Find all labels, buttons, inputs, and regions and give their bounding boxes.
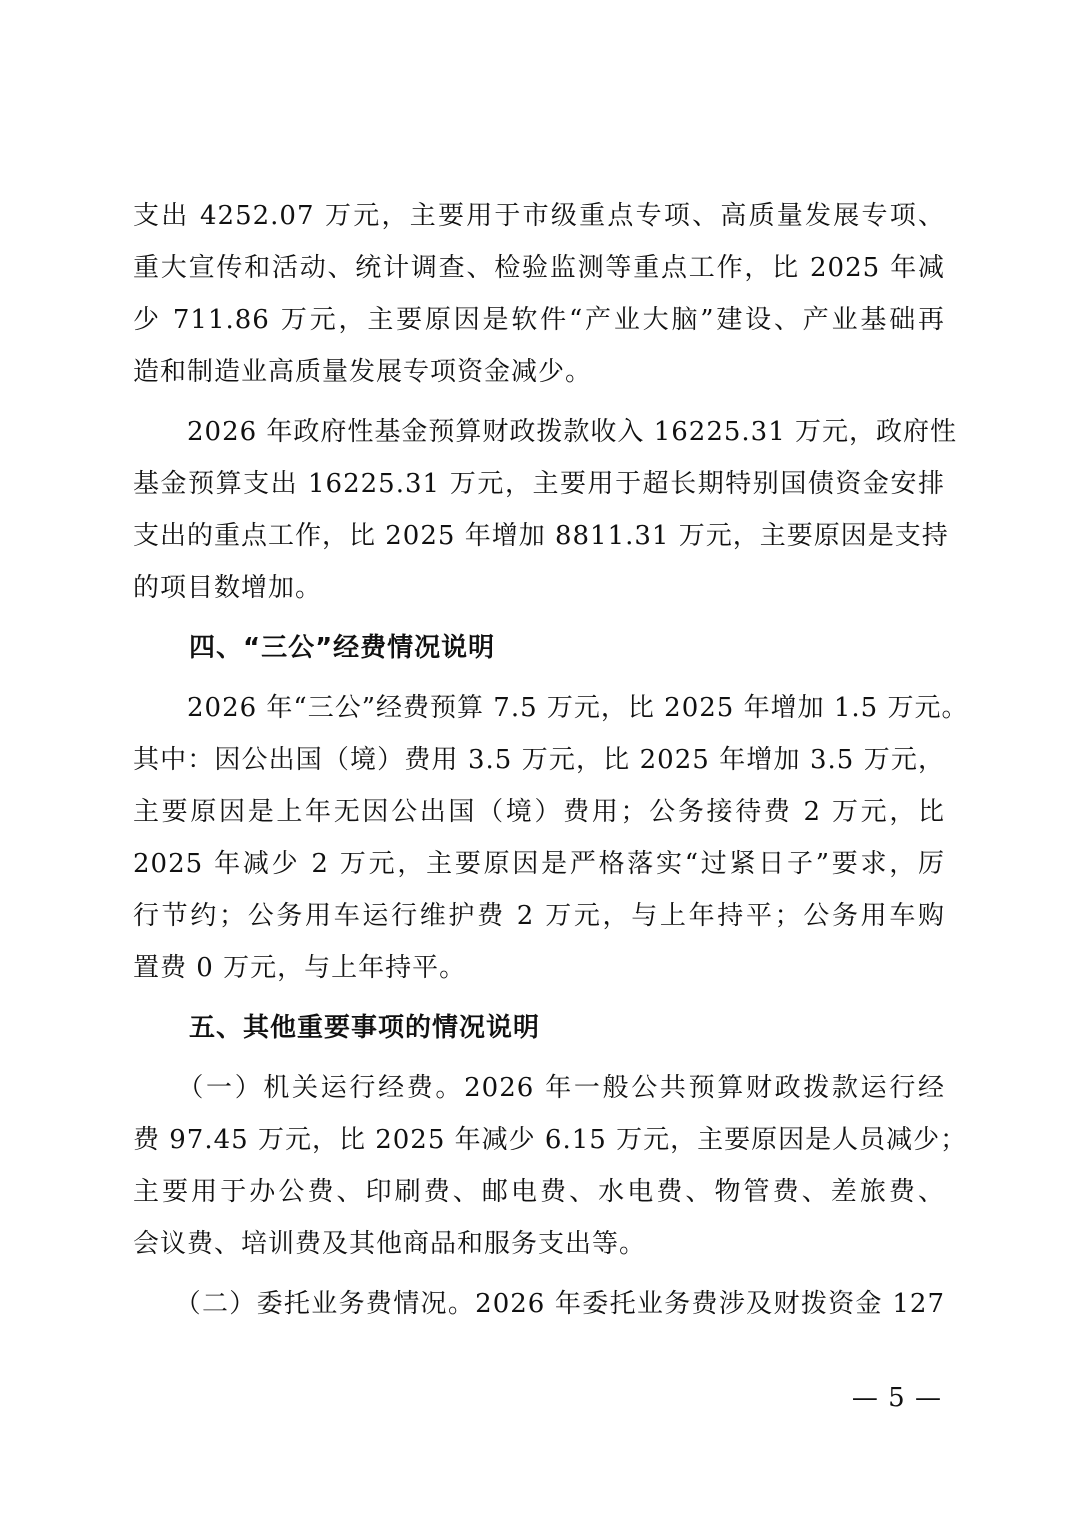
section-heading-three-public-expenses: 四、“三公”经费情况说明 bbox=[189, 633, 496, 663]
text-line: 会议费、培训费及其他商品和服务支出等。 bbox=[133, 1229, 647, 1259]
text-line: 2026 年“三公”经费预算 7.5 万元，比 2025 年增加 1.5 万元。 bbox=[133, 693, 969, 723]
text-line: 其中：因公出国（境）费用 3.5 万元，比 2025 年增加 3.5 万元， bbox=[133, 745, 945, 775]
text-line: 主要原因是上年无因公出国（境）费用；公务接待费 2 万元，比 bbox=[133, 797, 945, 827]
text-line: 造和制造业高质量发展专项资金减少。 bbox=[133, 357, 593, 387]
paragraph-government-fund bbox=[133, 406, 958, 614]
text-line: 基金预算支出 16225.31 万元，主要用于超长期特别国债资金安排 bbox=[133, 469, 945, 499]
text-line: 2025 年减少 2 万元，主要原因是严格落实“过紧日子”要求，厉 bbox=[133, 849, 945, 879]
page-number: — 5 — bbox=[851, 1383, 942, 1413]
paragraph-general-budget-continued bbox=[133, 190, 945, 398]
section-heading-other-matters: 五、其他重要事项的情况说明 bbox=[189, 1013, 541, 1043]
paragraph-commissioned-business bbox=[133, 1278, 945, 1330]
paragraph-three-public-expenses bbox=[133, 682, 969, 994]
text-line: （二）委托业务费情况。2026 年委托业务费涉及财拨资金 127 bbox=[133, 1289, 945, 1319]
document-body bbox=[133, 190, 969, 1330]
text-line: 主要用于办公费、印刷费、邮电费、水电费、物管费、差旅费、 bbox=[133, 1177, 945, 1207]
text-line: 行节约；公务用车运行维护费 2 万元，与上年持平；公务用车购 bbox=[133, 901, 945, 931]
text-line: （一）机关运行经费。2026 年一般公共预算财政拨款运行经 bbox=[133, 1073, 945, 1103]
text-line: 支出的重点工作，比 2025 年增加 8811.31 万元，主要原因是支持 bbox=[133, 521, 949, 551]
text-line: 少 711.86 万元，主要原因是软件“产业大脑”建设、产业基础再 bbox=[133, 305, 945, 335]
text-line: 重大宣传和活动、统计调查、检验监测等重点工作，比 2025 年减 bbox=[133, 253, 945, 283]
paragraph-operating-expenses bbox=[133, 1062, 968, 1270]
text-line: 2026 年政府性基金预算财政拨款收入 16225.31 万元，政府性 bbox=[133, 417, 958, 447]
text-line: 的项目数增加。 bbox=[133, 573, 323, 603]
text-line: 置费 0 万元，与上年持平。 bbox=[133, 953, 467, 983]
text-line: 支出 4252.07 万元，主要用于市级重点专项、高质量发展专项、 bbox=[133, 201, 945, 231]
text-line: 费 97.45 万元，比 2025 年减少 6.15 万元，主要原因是人员减少； bbox=[133, 1125, 968, 1155]
